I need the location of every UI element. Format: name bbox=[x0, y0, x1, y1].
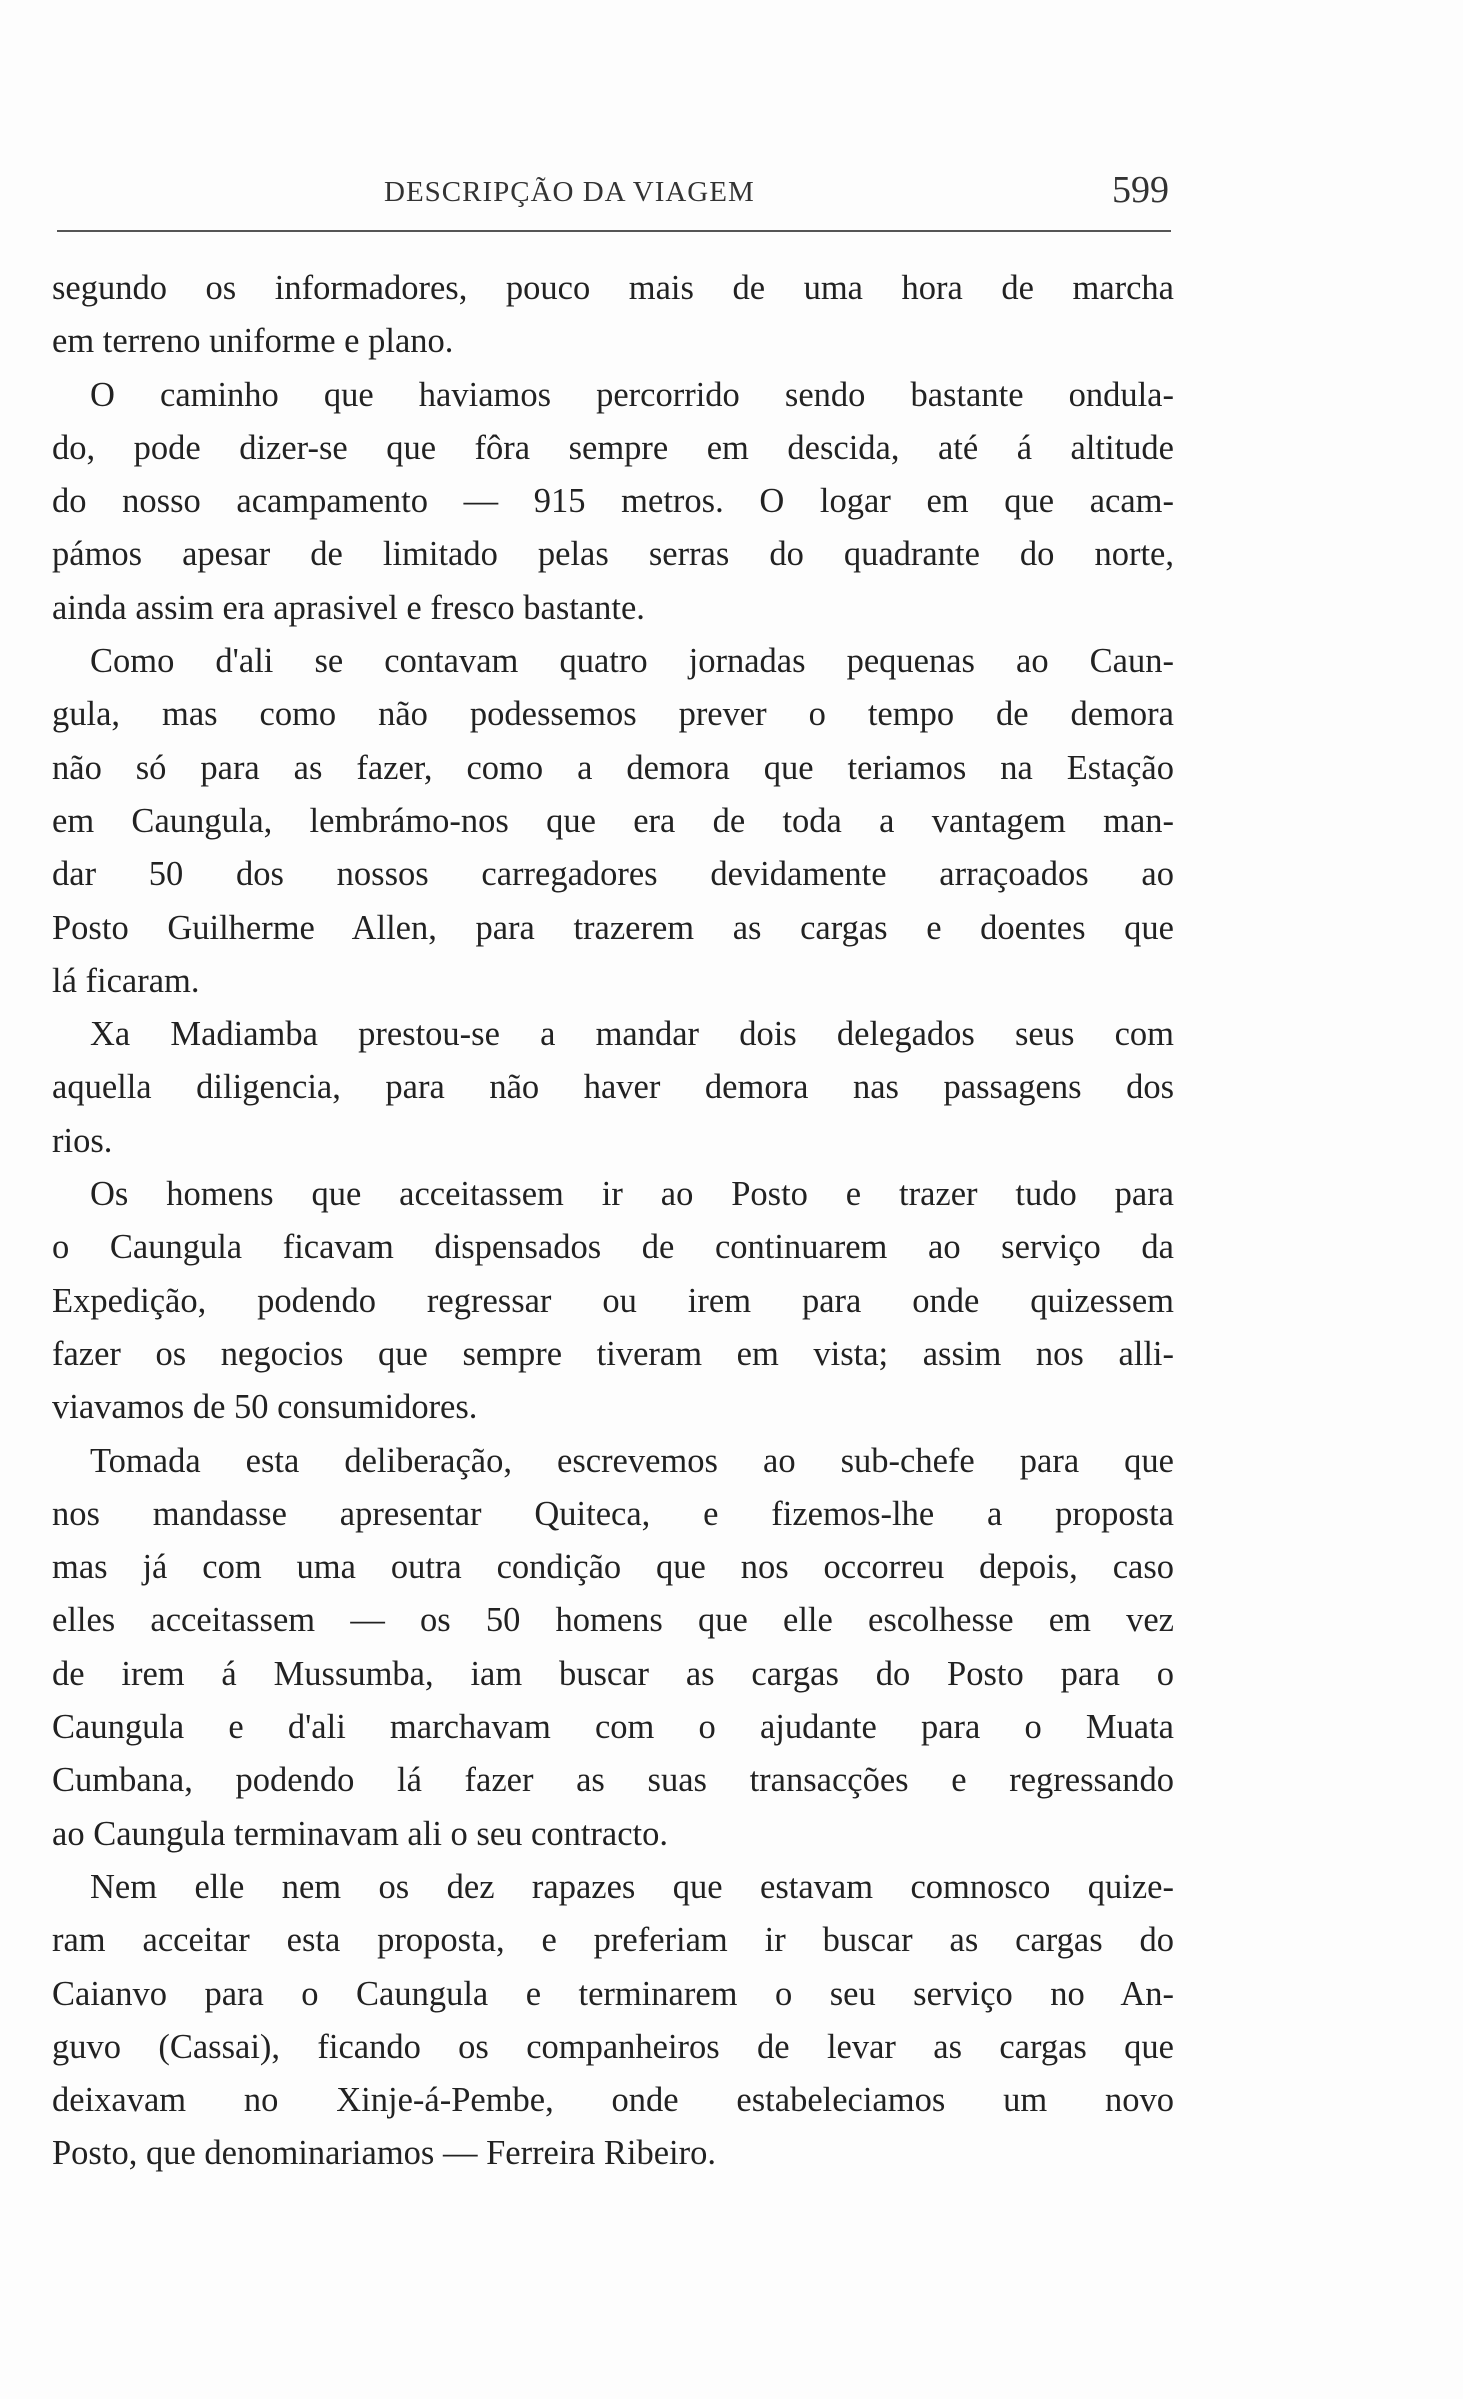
text-line: de irem á Mussumba, iam buscar as cargas do Posto para o bbox=[52, 1654, 1174, 1693]
text-line: Posto Guilherme Allen, para trazerem as cargas e doentes que bbox=[52, 908, 1174, 947]
text-line: aquella diligencia, para não haver demora nas passagens dos bbox=[52, 1068, 1174, 1107]
text-line: pámos apesar de limitado pelas serras do quadrante do norte, bbox=[52, 535, 1174, 574]
text-line: nos mandasse apresentar Quiteca, e fizemos-lhe a proposta bbox=[52, 1494, 1174, 1533]
text-line: ram acceitar esta proposta, e preferiam ir buscar as cargas do bbox=[52, 1921, 1174, 1960]
text-line: Nem elle nem os dez rapazes que estavam comnosco quize- bbox=[90, 1867, 1174, 1906]
text-line: Caianvo para o Caungula e terminarem o seu serviço no An- bbox=[52, 1974, 1174, 2013]
text-line: guvo (Cassai), ficando os companheiros de levar as cargas que bbox=[52, 2027, 1174, 2066]
text-line: deixavam no Xinje-á-Pembe, onde estabeleciamos um novo bbox=[52, 2081, 1174, 2120]
text-line: não só para as fazer, como a demora que teriamos na Estação bbox=[52, 748, 1174, 787]
text-line: Expedição, podendo regressar ou irem para onde quizessem bbox=[52, 1281, 1174, 1320]
text-line: mas já com uma outra condição que nos occorreu depois, caso bbox=[52, 1548, 1174, 1587]
text-line: fazer os negocios que sempre tiveram em vista; assim nos alli- bbox=[52, 1334, 1174, 1373]
text-line: do nosso acampamento — 915 metros. O logar em que acam- bbox=[52, 482, 1174, 521]
text-line: Xa Madiamba prestou-se a mandar dois delegados seus com bbox=[90, 1015, 1174, 1054]
text-line: do, pode dizer-se que fôra sempre em descida, até á altitude bbox=[52, 428, 1174, 467]
text-line: em terreno uniforme e plano. bbox=[52, 322, 454, 361]
text-line: Os homens que acceitassem ir ao Posto e trazer tudo para bbox=[90, 1175, 1174, 1214]
text-line: O caminho que haviamos percorrido sendo bastante ondula- bbox=[90, 375, 1174, 414]
text-line: ao Caungula terminavam ali o seu contracto. bbox=[52, 1814, 668, 1853]
text-line: lá ficaram. bbox=[52, 961, 200, 1000]
running-header bbox=[57, 168, 1171, 220]
text-line: Caungula e d'ali marchavam com o ajudante para o Muata bbox=[52, 1708, 1174, 1747]
text-line: Tomada esta deliberação, escrevemos ao sub-chefe para que bbox=[90, 1441, 1174, 1480]
text-line: Como d'ali se contavam quatro jornadas pequenas ao Caun- bbox=[90, 642, 1174, 681]
text-line: dar 50 dos nossos carregadores devidamente arraçoados ao bbox=[52, 855, 1174, 894]
text-line: gula, mas como não podessemos prever o tempo de demora bbox=[52, 695, 1174, 734]
text-line: elles acceitassem — os 50 homens que elle escolhesse em vez bbox=[52, 1601, 1174, 1640]
page-number: 599 bbox=[1112, 169, 1169, 211]
text-line: Posto, que denominariamos — Ferreira Ribeiro. bbox=[52, 2134, 716, 2173]
text-line: Cumbana, podendo lá fazer as suas transacções e regressando bbox=[52, 1761, 1174, 1800]
text-line: rios. bbox=[52, 1121, 113, 1160]
text-line: viavamos de 50 consumidores. bbox=[52, 1388, 478, 1427]
header-title: DESCRIPÇÃO DA VIAGEM bbox=[384, 176, 755, 208]
text-line: o Caungula ficavam dispensados de continuarem ao serviço da bbox=[52, 1228, 1174, 1267]
text-line: ainda assim era aprasivel e fresco bastante. bbox=[52, 588, 645, 627]
text-line: segundo os informadores, pouco mais de uma hora de marcha bbox=[52, 269, 1174, 307]
body-text bbox=[52, 262, 1174, 2181]
text-line: em Caungula, lembrámo-nos que era de toda a vantagem man- bbox=[52, 801, 1174, 840]
header-rule bbox=[57, 230, 1171, 232]
